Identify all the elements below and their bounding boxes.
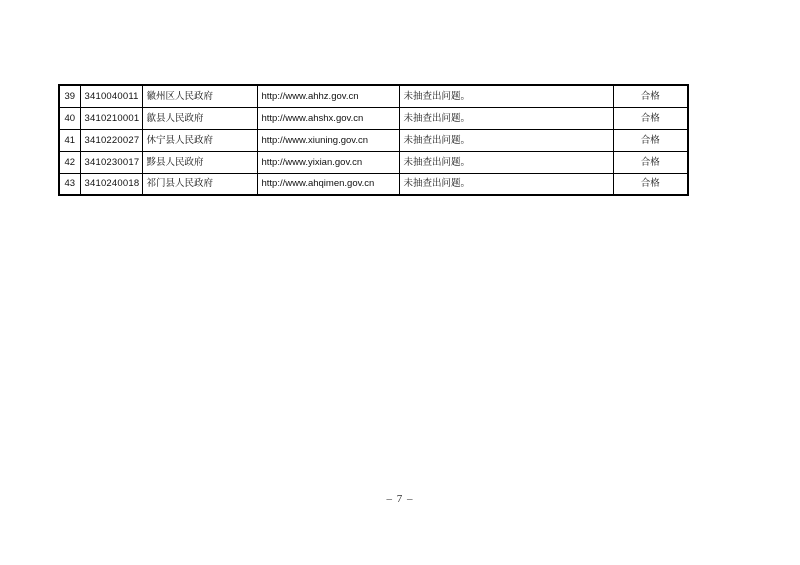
table-row	[59, 151, 688, 173]
cell-site-code: 3410230017	[80, 151, 142, 173]
table-row	[59, 107, 688, 129]
cell-site-url: http://www.ahhz.gov.cn	[257, 85, 399, 107]
cell-org-name: 祁门县人民政府	[142, 173, 257, 195]
cell-check-status: 未抽查出问题。	[399, 173, 613, 195]
cell-row-number: 42	[59, 151, 80, 173]
cell-check-status: 未抽查出问题。	[399, 129, 613, 151]
cell-check-result: 合格	[613, 85, 688, 107]
cell-site-code: 3410220027	[80, 129, 142, 151]
table-row	[59, 85, 688, 107]
table-row	[59, 129, 688, 151]
cell-check-status: 未抽查出问题。	[399, 85, 613, 107]
cell-check-result: 合格	[613, 129, 688, 151]
website-inspection-table	[58, 84, 689, 196]
cell-check-result: 合格	[613, 151, 688, 173]
table-row	[59, 173, 688, 195]
page-number: – 7 –	[386, 493, 414, 505]
cell-row-number: 43	[59, 173, 80, 195]
table-body	[59, 85, 688, 195]
cell-site-code: 3410240018	[80, 173, 142, 195]
cell-org-name: 黟县人民政府	[142, 151, 257, 173]
cell-site-url: http://www.yixian.gov.cn	[257, 151, 399, 173]
cell-site-url: http://www.ahshx.gov.cn	[257, 107, 399, 129]
cell-site-url: http://www.ahqimen.gov.cn	[257, 173, 399, 195]
cell-org-name: 休宁县人民政府	[142, 129, 257, 151]
cell-site-url: http://www.xiuning.gov.cn	[257, 129, 399, 151]
cell-org-name: 徽州区人民政府	[142, 85, 257, 107]
cell-org-name: 歙县人民政府	[142, 107, 257, 129]
cell-row-number: 41	[59, 129, 80, 151]
cell-site-code: 3410210001	[80, 107, 142, 129]
cell-check-status: 未抽查出问题。	[399, 151, 613, 173]
cell-check-result: 合格	[613, 107, 688, 129]
cell-row-number: 39	[59, 85, 80, 107]
cell-check-status: 未抽查出问题。	[399, 107, 613, 129]
cell-row-number: 40	[59, 107, 80, 129]
cell-check-result: 合格	[613, 173, 688, 195]
cell-site-code: 3410040011	[80, 85, 142, 107]
